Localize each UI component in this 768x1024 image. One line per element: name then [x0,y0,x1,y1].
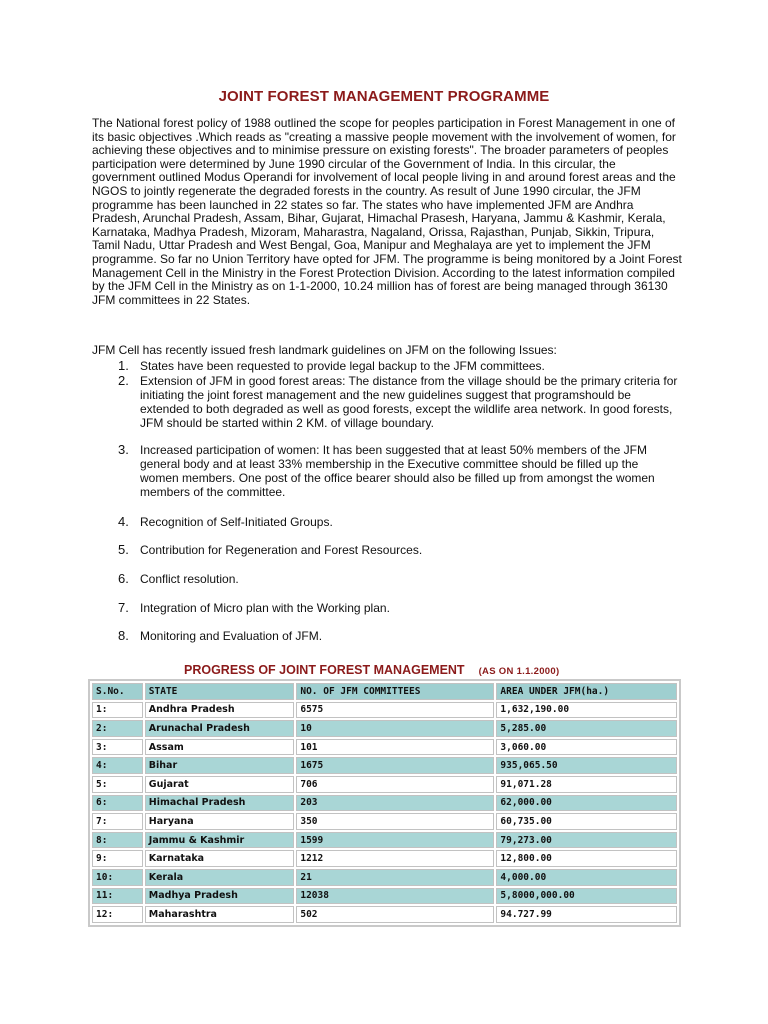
table-row [92,720,677,737]
table-row [92,795,677,812]
cell-area: 5,8000,000.00 [496,888,677,905]
page-title: JOINT FOREST MANAGEMENT PROGRAMME [218,88,550,105]
cell-committees: 12038 [296,888,494,905]
cell-area: 60,735.00 [496,813,677,830]
cell-state: Himachal Pradesh [145,795,295,812]
cell-area: 4,000.00 [496,869,677,886]
cell-state: Jammu & Kashmir [145,832,295,849]
cell-area: 5,285.00 [496,720,677,737]
item-text: Recognition of Self-Initiated Groups. [140,515,333,529]
cell-state: Haryana [145,813,295,830]
item-number: 7. [118,600,129,615]
item-number: 5. [118,542,129,557]
cell-state: Maharashtra [145,906,295,923]
cell-sno: 4: [92,757,143,774]
table-row [92,757,677,774]
cell-sno: 5: [92,776,143,793]
cell-sno: 10: [92,869,143,886]
item-text: Conflict resolution. [140,572,239,586]
table-row [92,869,677,886]
cell-committees: 203 [296,795,494,812]
cell-state: Gujarat [145,776,295,793]
cell-committees: 6575 [296,702,494,719]
item-number: 3. [118,442,129,457]
cell-sno: 7: [92,813,143,830]
item-text: States have been requested to provide legal backup to the JFM committees. [140,359,545,373]
cell-committees: 1599 [296,832,494,849]
cell-committees: 10 [296,720,494,737]
cell-committees: 502 [296,906,494,923]
cell-state: Andhra Pradesh [145,702,295,719]
cell-state: Bihar [145,757,295,774]
table-row [92,813,677,830]
issues-lead: JFM Cell has recently issued fresh landmark guidelines on JFM on the following Issues: [92,343,557,357]
cell-state: Kerala [145,869,295,886]
cell-sno: 11: [92,888,143,905]
item-text: Integration of Micro plan with the Working plan. [140,601,390,615]
cell-area: 935,065.50 [496,757,677,774]
cell-area: 94.727.99 [496,906,677,923]
table-row [92,702,677,719]
item-number: 2. [118,373,129,388]
cell-state: Karnataka [145,850,295,867]
cell-committees: 1675 [296,757,494,774]
column-header-committees: NO. OF JFM COMMITTEES [296,683,494,700]
jfm-progress-table [88,679,681,927]
table-row [92,832,677,849]
cell-area: 79,273.00 [496,832,677,849]
intro-paragraph: The National forest policy of 1988 outlined the scope for peoples participation in Forest Management in one of its basic objectives .Which reads as "creating a massive people movement with the involvement of women, for achieving these objectives and to minimise pressure on existing forests". The broader parameters of peoples participation were determined by June 1990 circular of the Government of India. In this circular, the government outlined Modus Operandi for involvement of local people living in and around forest areas and the NGOS to jointly regenerate the degraded forests in the country. As result of June 1990 circular, the JFM programme has been launched in 22 states so far. The states who have implemented JFM are Andhra Pradesh, Arunchal Pradesh, Assam, Bihar, Gujarat, Himachal Prasesh, Haryana, Jammu & Kashmir, Kerala, Karnataka, Madhya Pradesh, Mizoram, Maharastra, Nagaland, Orissa, Rajasthan, Punjab, Sikkin, Tripura, Tamil Nadu, Uttar Pradesh and West Bengal, Goa, Manipur and Meghalaya are yet to implement the JFM programme. So far no Union Territory have opted for JFM. The programme is being monitored by a Joint Forest Management Cell in the Ministry in the Forest Protection Division. According to the latest information compiled by the JFM Cell in the Ministry as on 1-1-2000, 10.24 million has of forest are being managed through 36130 JFM committees in 22 States. [92,116,682,307]
column-header-state: STATE [145,683,295,700]
item-text: Monitoring and Evaluation of JFM. [140,629,323,643]
cell-area: 12,800.00 [496,850,677,867]
cell-committees: 350 [296,813,494,830]
cell-committees: 21 [296,869,494,886]
item-text: Contribution for Regeneration and Forest Resources. [140,543,423,557]
cell-sno: 1: [92,702,143,719]
table-row [92,906,677,923]
cell-area: 62,000.00 [496,795,677,812]
column-header-area: AREA UNDER JFM(ha.) [496,683,677,700]
table-title [184,663,559,677]
cell-state: Madhya Pradesh [145,888,295,905]
cell-committees: 1212 [296,850,494,867]
table-header-row [92,683,677,700]
item-text: Extension of JFM in good forest areas: The distance from the village should be the primary criteria for initiating the joint forest management and the new guidelines suggest that programshould be extended to both degraded as well as good forests, except the wildlife area network. In good forests, JFM should be started within 2 KM. of village boundary. [140,374,678,430]
table-title-text: PROGRESS OF JOINT FOREST MANAGEMENT [184,663,465,677]
table-row [92,776,677,793]
cell-sno: 6: [92,795,143,812]
cell-area: 3,060.00 [496,739,677,756]
table-row [92,888,677,905]
cell-sno: 2: [92,720,143,737]
item-number: 4. [118,514,129,529]
item-number: 6. [118,571,129,586]
cell-committees: 706 [296,776,494,793]
cell-state: Assam [145,739,295,756]
table-row [92,739,677,756]
table-row [92,850,677,867]
item-number: 8. [118,628,129,643]
cell-area: 1,632,190.00 [496,702,677,719]
cell-committees: 101 [296,739,494,756]
item-number: 1. [118,358,129,373]
cell-state: Arunachal Pradesh [145,720,295,737]
cell-sno: 9: [92,850,143,867]
item-text: Increased participation of women: It has been suggested that at least 50% members of the JFM general body and at least 33% membership in the Executive committee should be filled up the women members. One post of the office bearer should also be filled up from amongst the women members of the committee. [140,443,655,499]
cell-sno: 3: [92,739,143,756]
table-subtitle: (AS ON 1.1.2000) [478,666,560,677]
cell-sno: 8: [92,832,143,849]
cell-area: 91,071.28 [496,776,677,793]
cell-sno: 12: [92,906,143,923]
column-header-sno: S.No. [92,683,143,700]
